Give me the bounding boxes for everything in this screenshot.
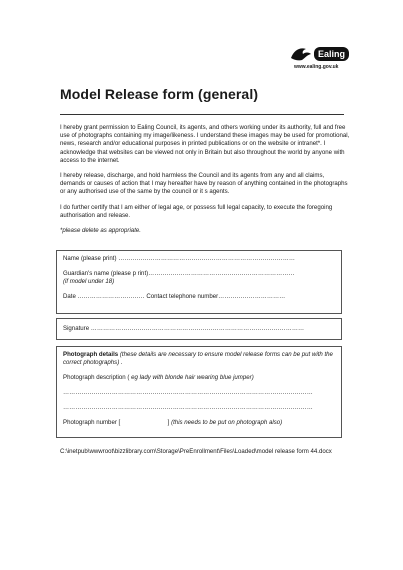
terms-paragraph-1: I hereby grant permission to Ealing Council, its agents, and others working under its authority, full and free use of photographs containing my image/likeness. I understand these images may be used for promotional, news, research and/or educational purposes in printed publications or on the website or intranet*. I acknowledge that websites can be viewed not only in Britain but also throughout the world by anyone with access to the internet. [60, 124, 350, 164]
photo-description-line-1[interactable]: …………………………………………………………………………………………………………… [63, 389, 313, 396]
title-divider [60, 114, 344, 115]
page-title: Model Release form (general) [60, 86, 259, 102]
photo-number-note: (this needs to be put on photograph also) [171, 419, 283, 426]
signature-field[interactable]: Signature …………………………………………………………………………………………… [63, 325, 305, 332]
delete-note: *please delete as appropriate. [60, 227, 141, 235]
photo-details-note: (these details are necessary to ensure model release forms can be put with the correct photographs) . [63, 351, 333, 366]
photograph-details-box [56, 346, 342, 438]
logo-url[interactable]: www.ealing.gov.uk [294, 64, 339, 70]
signature-box [56, 318, 342, 340]
photo-number-label: Photograph number [ [63, 419, 121, 426]
photo-description-label: Photograph description ( [63, 374, 130, 381]
date-phone-row [63, 293, 335, 301]
terms-paragraph-2: I hereby release, discharge, and hold harmless the Council and its agents from any and all claims, demands or causes of action that I may hereafter have by reason of anything contained in the photographs or any authorised use of the same by the council or it s agents. [60, 172, 348, 196]
photo-number-bracket: ] [167, 419, 170, 426]
photo-details-heading-row [63, 351, 335, 367]
photo-number-row [63, 419, 335, 427]
name-field[interactable]: Name (please print) …………………………………………………………………………… [63, 255, 295, 262]
guardian-name-field[interactable]: Guardian's name (please p rint)……………………………………………………………… [63, 270, 295, 277]
ealing-logo [290, 46, 352, 70]
photo-details-heading: Photograph details [63, 351, 119, 358]
photo-description-row [63, 374, 335, 382]
file-path: C:\inetpub\wwwroot\bizzlibrary.com\Storage\PreEnrollment\Files\Loaded\model release form 44.docx [60, 448, 332, 455]
phone-field[interactable]: Contact telephone number…………………………… [146, 293, 286, 300]
bird-logo-icon [290, 46, 312, 62]
guardian-note: (if model under 18) [63, 278, 115, 285]
model-details-box [56, 250, 342, 314]
photo-description-example: eg lady with blonde hair wearing blue jumper) [129, 374, 254, 381]
logo-mark [290, 46, 352, 62]
terms-paragraph-3: I do further certify that I am either of legal age, or possess full legal capacity, to execute the foregoing authorisation and release. [60, 203, 333, 219]
date-field[interactable]: Date …………………………… [63, 293, 145, 300]
logo-brand: Ealing [314, 47, 349, 61]
release-terms [60, 124, 350, 242]
photo-description-line-2[interactable]: …………………………………………………………………………………………………………… [63, 404, 313, 411]
